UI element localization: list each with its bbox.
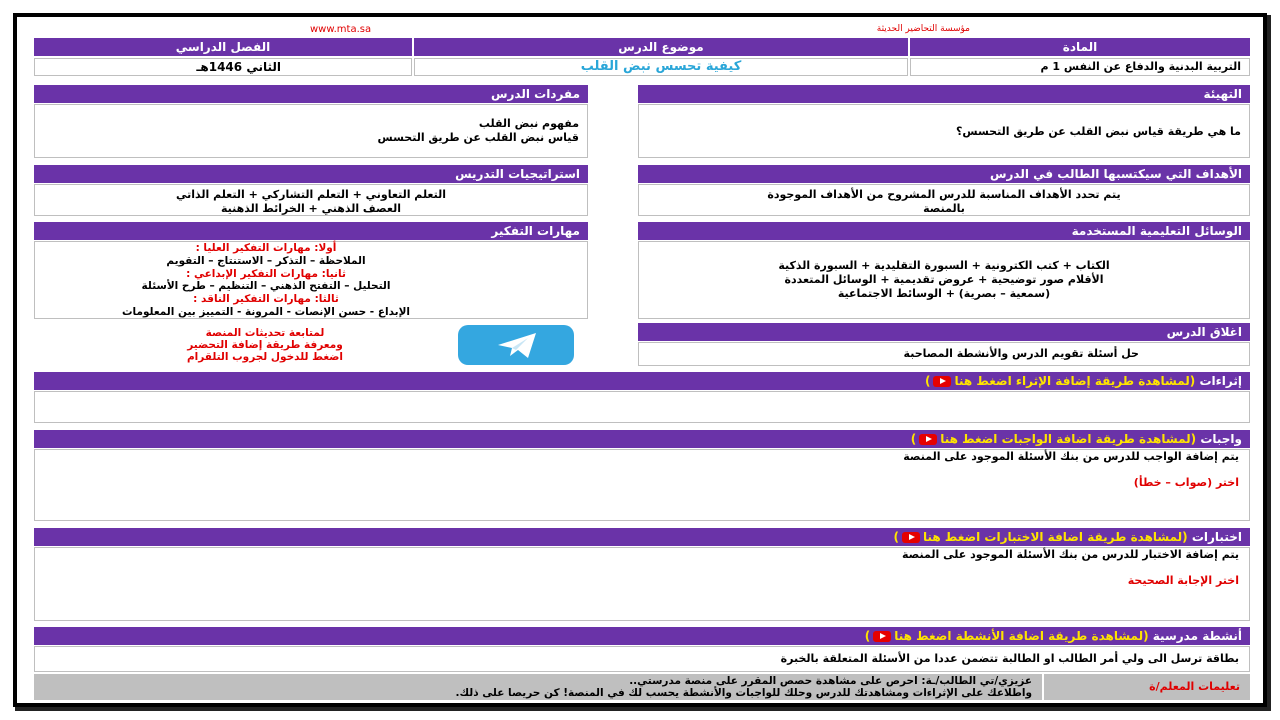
subject-header: المادة bbox=[910, 38, 1250, 56]
activities-title: أنشطة مدرسية bbox=[1152, 629, 1242, 643]
closing-box bbox=[638, 342, 1250, 366]
teacher-notes-box bbox=[34, 674, 1042, 700]
tests-text: يتم إضافة الاختبار للدرس من بنك الأسئلة الموجود على المنصة bbox=[902, 548, 1239, 561]
tests-header bbox=[34, 528, 1250, 546]
youtube-icon bbox=[919, 434, 937, 445]
topic-value: كيفية تحسس نبض القلب bbox=[414, 58, 908, 76]
activities-header bbox=[34, 627, 1250, 645]
telegram-line-2: ومعرفة طريقة إضافة التحضير bbox=[187, 339, 343, 351]
enrich-box bbox=[34, 391, 1250, 423]
activities-box bbox=[34, 646, 1250, 672]
website-link[interactable]: www.mta.sa bbox=[310, 24, 372, 35]
telegram-line-3: اضغط للدخول لجروب التلقرام bbox=[186, 351, 344, 363]
vocab-line-2: قياس نبض القلب عن طريق التحسس bbox=[377, 131, 579, 144]
enrich-title: إثراءات bbox=[1199, 374, 1242, 388]
warmup-text: ما هي طريقة قياس نبض القلب عن طريق التحسس؟ bbox=[956, 125, 1241, 138]
thinking-line-3: الإبداع - حسن الإنصات - المرونة - التمييز بين المعلومات bbox=[121, 305, 411, 318]
vocab-line-1: مفهوم نبض القلب bbox=[478, 117, 579, 130]
homework-box bbox=[34, 449, 1250, 521]
thinking-heading-1: أولا: مهارات التفكير العليا : bbox=[195, 242, 337, 254]
tools-line-2: الأقلام صور توضيحية + عروض تقديمية + الوسائل المتعددة bbox=[784, 273, 1104, 286]
semester-header: الفصل الدراسي bbox=[34, 38, 412, 56]
strategies-box bbox=[34, 184, 588, 216]
goals-line-2: بالمنصة bbox=[923, 202, 965, 215]
tools-box bbox=[638, 241, 1250, 319]
tests-choice: اختر الإجابة الصحيحة bbox=[1127, 574, 1239, 587]
tools-header: الوسائل التعليمية المستخدمة bbox=[638, 222, 1250, 240]
subject-value: التربية البدنية والدفاع عن النفس 1 م bbox=[910, 58, 1250, 76]
homework-choice: اختر (صواب – خطأ) bbox=[1133, 476, 1239, 489]
thinking-box bbox=[34, 241, 588, 319]
telegram-line-1: لمتابعة تحديثات المنصة bbox=[205, 327, 325, 339]
homework-title: واجبات bbox=[1200, 432, 1242, 446]
strategies-header: استراتيجيات التدريس bbox=[34, 165, 588, 183]
teacher-label: تعليمات المعلم/ة bbox=[1044, 674, 1250, 700]
closing-text: حل أسئلة تقويم الدرس والأنشطة المصاحبة bbox=[903, 347, 1139, 360]
tools-line-1: الكتاب + كتب الكترونية + السبورة التقليدية + السبورة الذكية bbox=[778, 259, 1110, 272]
tests-title: اختبارات bbox=[1191, 530, 1242, 544]
strategies-line-2: العصف الذهني + الخرائط الذهنية bbox=[221, 202, 401, 215]
vocab-box bbox=[34, 104, 588, 158]
thinking-header: مهارات التفكير bbox=[34, 222, 588, 240]
tools-line-3: (سمعية – بصرية) + الوسائط الاجتماعية bbox=[837, 287, 1051, 300]
enrich-header bbox=[34, 372, 1250, 390]
vocab-header: مفردات الدرس bbox=[34, 85, 588, 103]
warmup-box bbox=[638, 104, 1250, 158]
telegram-icon bbox=[458, 325, 574, 365]
thinking-line-1: الملاحظة – التذكر – الاستنتاج – التقويم bbox=[166, 254, 366, 267]
goals-line-1: يتم تحدد الأهداف المناسبة للدرس المشروح من الأهداف الموجودة bbox=[767, 188, 1121, 201]
warmup-header: التهيئة bbox=[638, 85, 1250, 103]
youtube-icon bbox=[902, 532, 920, 543]
topic-header: موضوع الدرس bbox=[414, 38, 908, 56]
homework-text: يتم إضافة الواجب للدرس من بنك الأسئلة الموجود على المنصة bbox=[903, 450, 1239, 463]
thinking-line-2: التحليل – التفتح الذهني – التنظيم – طرح الأسئلة bbox=[141, 280, 391, 293]
org-name: مؤسسة التحاضير الحديثة bbox=[876, 24, 970, 34]
homework-header bbox=[34, 430, 1250, 448]
teacher-line-1: عزيزي/تي الطالب/ـة: احرص على مشاهدة حصص المقرر على منصة مدرستي.. bbox=[629, 675, 1032, 687]
teacher-line-2: واطلاعك على الإثراءات ومشاهدتك للدرس وحلك للواجبات والأنشطة يحسب لك في المنصة! كن حريصا على ذلك. bbox=[455, 687, 1032, 699]
telegram-button[interactable] bbox=[458, 325, 574, 365]
telegram-promo-text[interactable] bbox=[150, 327, 380, 363]
goals-box bbox=[638, 184, 1250, 216]
activities-text: بطاقة ترسل الى ولي أمر الطالب او الطالبة تتضمن عددا من الأسئلة المتعلقة بالخبرة bbox=[780, 652, 1239, 665]
thinking-heading-2: ثانيا: مهارات التفكير الإبداعي : bbox=[186, 267, 346, 280]
semester-value: الثاني 1446هـ bbox=[34, 58, 412, 76]
thinking-heading-3: ثالثا: مهارات التفكير الناقد : bbox=[193, 293, 339, 306]
youtube-icon bbox=[873, 631, 891, 642]
youtube-icon bbox=[933, 376, 951, 387]
enrich-link[interactable]: (لمشاهدة طريقة إضافة الإثراء اضغط هنا) bbox=[924, 374, 1196, 388]
goals-header: الأهداف التي سيكتسبها الطالب في الدرس bbox=[638, 165, 1250, 183]
activities-link[interactable]: (لمشاهدة طريقة اضافة الأنشطة اضغط هنا) bbox=[864, 629, 1149, 643]
closing-header: اغلاق الدرس bbox=[638, 323, 1250, 341]
homework-link[interactable]: (لمشاهدة طريقة اضافة الواجبات اضغط هنا) bbox=[910, 432, 1197, 446]
tests-box bbox=[34, 547, 1250, 621]
tests-link[interactable]: (لمشاهدة طريقة اضافة الاختبارات اضغط هنا) bbox=[893, 530, 1188, 544]
strategies-line-1: التعلم التعاوني + التعلم التشاركي + التعلم الذاتي bbox=[175, 188, 447, 201]
